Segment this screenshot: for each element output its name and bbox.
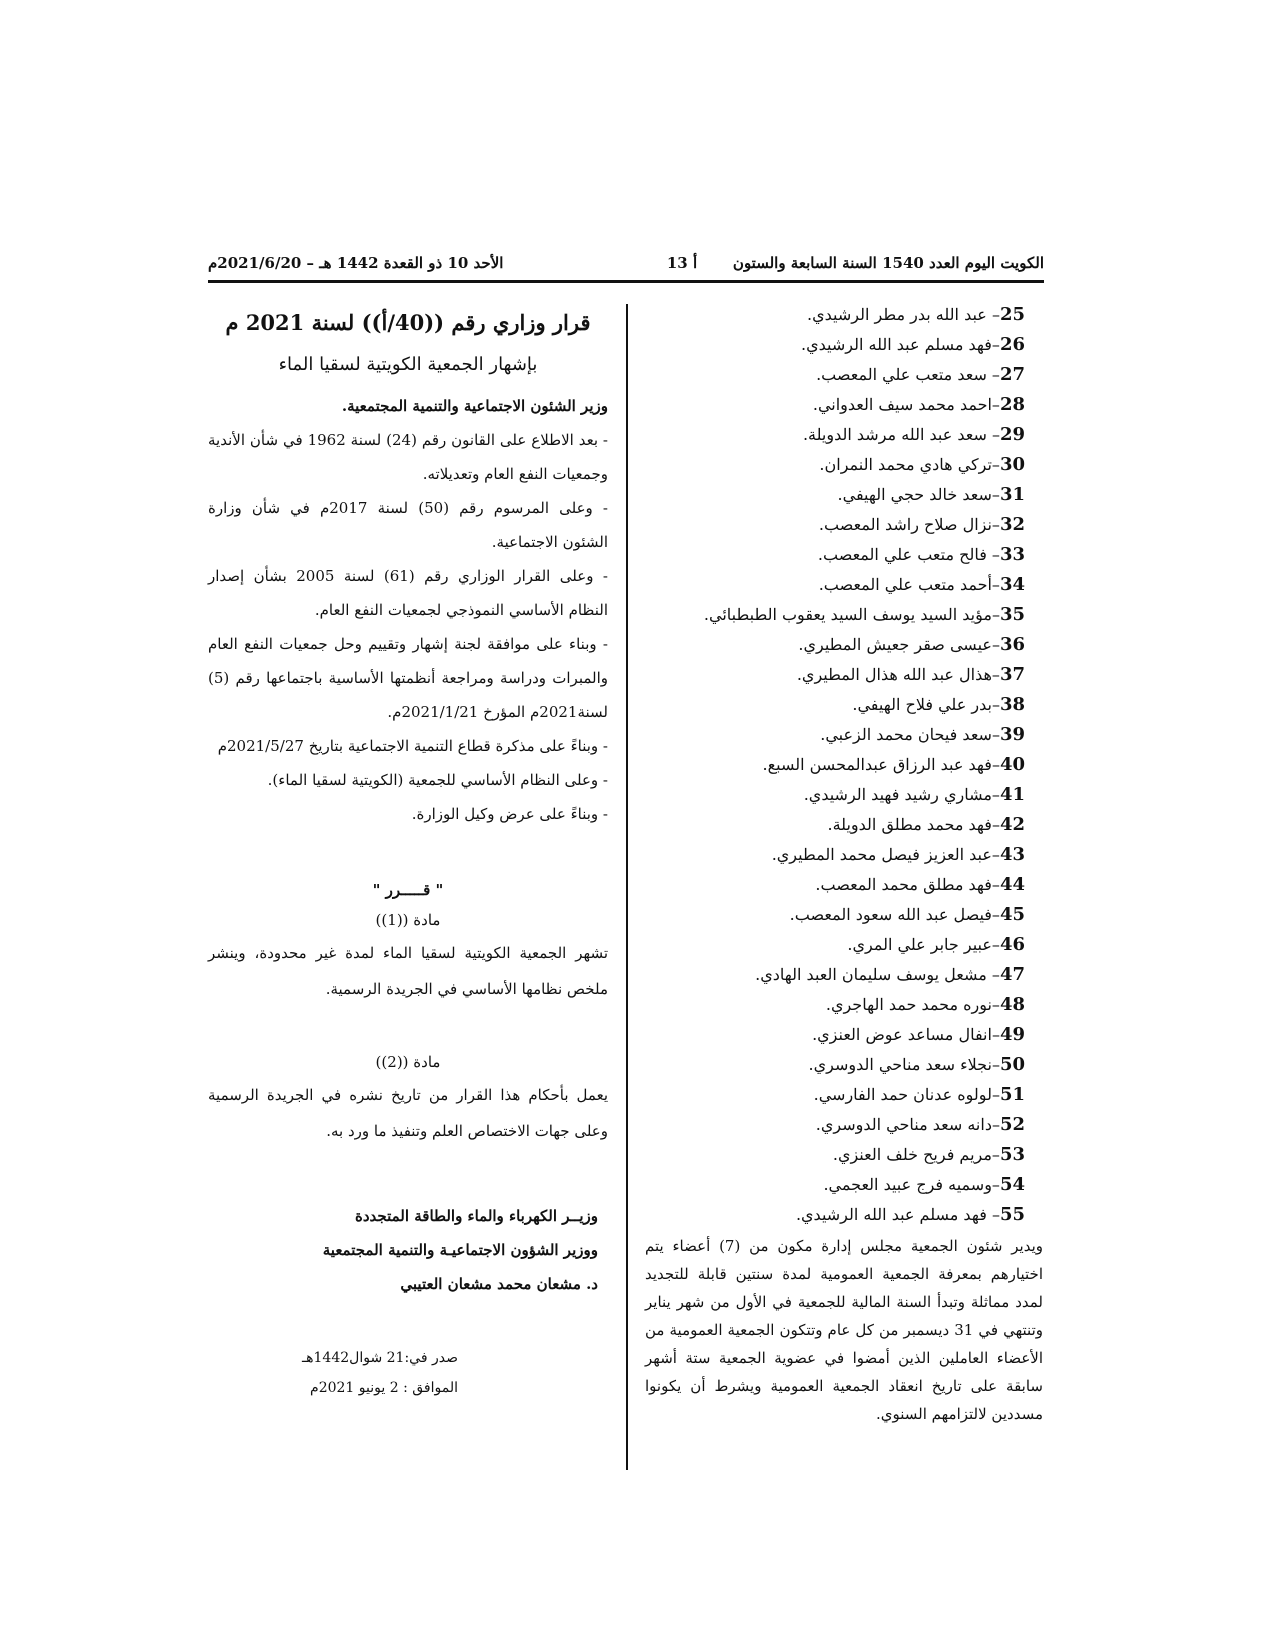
member-name: –مؤيد السيد يوسف السيد يعقوب الطبطبائي. [703, 605, 1000, 624]
page-header [208, 250, 1044, 283]
member-number: 30 [999, 454, 1025, 475]
member-number: 52 [999, 1114, 1025, 1135]
member-number: 51 [999, 1084, 1025, 1105]
member-number: 28 [999, 394, 1025, 415]
member-number: 40 [999, 754, 1025, 775]
member-name: –لولوه عدنان حمد الفارسي. [813, 1085, 1000, 1104]
decision-subtitle: بإشهار الجمعية الكويتية لسقيا الماء [278, 354, 538, 375]
member-list-item [645, 1080, 1043, 1110]
member-number: 42 [999, 814, 1025, 835]
preamble-item: - وبناءً على مذكرة قطاع التنمية الاجتماعية بتاريخ 2021/5/27م [217, 737, 608, 755]
member-number: 50 [999, 1054, 1025, 1075]
article-1-body: تشهر الجمعية الكويتية لسقيا الماء لمدة غير محدودة، وينشر ملخص نظامها الأساسي في الجريدة الرسمية. [208, 944, 608, 998]
board-paragraph: ويدير شئون الجمعية مجلس إدارة مكون من (7) أعضاء يتم اختيارهم بمعرفة الجمعية العمومية لمدة سنتين قابلة للتجديد لمدد مماثلة وتبدأ السنة المالية للجمعية في الأول من شهر يناير وتنتهي في 31 ديسمبر من كل عام وتتكون الجمعية العمومية من الأعضاء العاملين الذين أمضوا في عضوية الجمعية ستة أشهر سابقة على تاريخ انعقاد الجمعية العمومية ويشرط أن يكونوا مسددين لالتزامهم السنوي. [645, 1237, 1043, 1423]
column-divider [626, 304, 628, 1470]
preamble-item: - وبناء على موافقة لجنة إشهار وتقييم وحل جمعيات النفع العام والمبرات ودراسة ومراجعة أنظمتها الأساسية باجتماعها رقم (5) لسنة2021م المؤرخ 2021/1/21م. [208, 635, 608, 721]
member-number: 55 [999, 1204, 1025, 1225]
member-name: –نوره محمد حمد الهاجري. [825, 995, 1000, 1014]
member-name: –فهد مطلق محمد المعصب. [815, 875, 1000, 894]
member-name: – مشعل يوسف سليمان العبد الهادي. [755, 965, 1000, 984]
member-list-item [645, 480, 1043, 510]
member-list-item [645, 570, 1043, 600]
member-name: –انفال مساعد عوض العنزي. [812, 1025, 1000, 1044]
member-list-item [645, 600, 1043, 630]
member-name: –مشاري رشيد فهيد الرشيدي. [803, 785, 1000, 804]
article-2-heading: مادة ((2)) [375, 1053, 441, 1071]
member-list-item [645, 870, 1043, 900]
member-number: 31 [999, 484, 1025, 505]
member-list-item [645, 810, 1043, 840]
member-name: –فهد محمد مطلق الدويلة. [827, 815, 1000, 834]
left-column [208, 305, 608, 1403]
preamble-item: - وعلى المرسوم رقم (50) لسنة 2017م في شأن وزارة الشئون الاجتماعية. [208, 499, 608, 551]
member-name: – فهد مسلم عبد الله الرشيدي. [795, 1205, 1000, 1224]
member-list-item [645, 1110, 1043, 1140]
signature-name: د. مشعان محمد مشعان العتيبي [400, 1275, 598, 1293]
member-number: 37 [999, 664, 1025, 685]
decision-title: قرار وزاري رقم ((40/أ)) لسنة 2021 م [225, 310, 591, 335]
preamble-item: - بعد الاطلاع على القانون رقم (24) لسنة 1962 في شأن الأندية وجمعيات النفع العام وتعديلاته. [208, 431, 608, 483]
member-list-item [645, 960, 1043, 990]
preamble-list [208, 423, 608, 831]
member-name: –أحمد متعب علي المعصب. [818, 575, 1000, 594]
article-2-body: يعمل بأحكام هذا القرار من تاريخ نشره في الجريدة الرسمية وعلى جهات الاختصاص العلم وتنفيذ ما ورد به. [208, 1086, 608, 1140]
member-number: 41 [999, 784, 1025, 805]
preamble-item: - وعلى القرار الوزاري رقم (61) لسنة 2005 بشأن إصدار النظام الأساسي النموذجي لجمعيات النفع العام. [208, 567, 608, 619]
member-list-item [645, 390, 1043, 420]
member-number: 48 [999, 994, 1025, 1015]
member-name: – سعد عبد الله مرشد الدويلة. [802, 425, 1000, 444]
member-list-item [645, 330, 1043, 360]
member-list-item [645, 750, 1043, 780]
member-number: 45 [999, 904, 1025, 925]
member-name: –دانه سعد مناحي الدوسري. [815, 1115, 1000, 1134]
member-list-item [645, 540, 1043, 570]
member-list-item [645, 840, 1043, 870]
member-list-item [645, 900, 1043, 930]
member-name: –احمد محمد سيف العدواني. [812, 395, 1000, 414]
member-number: 29 [999, 424, 1025, 445]
member-name: –سعد فيحان محمد الزعبي. [820, 725, 1000, 744]
member-number: 27 [999, 364, 1025, 385]
member-list-item [645, 510, 1043, 540]
member-list-item [645, 930, 1043, 960]
minister-intro: وزير الشئون الاجتماعية والتنمية المجتمعية. [341, 397, 608, 415]
member-list-item [645, 1050, 1043, 1080]
member-list-item [645, 360, 1043, 390]
member-number: 36 [999, 634, 1025, 655]
right-column [645, 300, 1043, 1428]
member-list-item [645, 450, 1043, 480]
member-name: –نزال صلاح راشد المعصب. [818, 515, 1000, 534]
member-list-item [645, 1170, 1043, 1200]
member-number: 44 [999, 874, 1025, 895]
member-name: – فالح متعب علي المعصب. [817, 545, 1000, 564]
signature-block [208, 1199, 608, 1301]
member-number: 47 [999, 964, 1025, 985]
signature-title-2: ووزير الشؤون الاجتماعيـة والتنمية المجتمعية [322, 1241, 598, 1259]
member-name: –بدر علي فلاح الهيفي. [852, 695, 1000, 714]
article-1-heading: مادة ((1)) [375, 911, 441, 929]
members-list [645, 300, 1043, 1230]
member-list-item [645, 690, 1043, 720]
member-name: –تركي هادي محمد النمران. [819, 455, 1000, 474]
member-list-item [645, 720, 1043, 750]
member-number: 54 [999, 1174, 1025, 1195]
issued-hijri-date: صدر في:21 شوال1442هـ [302, 1350, 458, 1366]
member-name: –فهد مسلم عبد الله الرشيدي. [801, 335, 1000, 354]
member-list-item [645, 420, 1043, 450]
member-list-item [645, 1200, 1043, 1230]
member-name: – سعد متعب علي المعصب. [816, 365, 1000, 384]
member-name: –سعد خالد حجي الهيفي. [837, 485, 1000, 504]
member-list-item [645, 1020, 1043, 1050]
member-number: 32 [999, 514, 1025, 535]
member-name: –فهد عبد الرزاق عبدالمحسن السبع. [762, 755, 1000, 774]
member-name: –هذال عبد الله هذال المطيري. [796, 665, 1000, 684]
member-name: –فيصل عبد الله سعود المعصب. [789, 905, 1000, 924]
member-number: 39 [999, 724, 1025, 745]
signature-title-1: وزيــر الكهرباء والماء والطاقة المتجددة [354, 1207, 598, 1225]
member-list-item [645, 660, 1043, 690]
member-list-item [645, 630, 1043, 660]
member-name: –نجلاء سعد مناحي الدوسري. [808, 1055, 1000, 1074]
member-number: 25 [999, 304, 1025, 325]
member-name: –مريم فريح خلف العنزي. [832, 1145, 1000, 1164]
member-list-item [645, 1140, 1043, 1170]
member-list-item [645, 780, 1043, 810]
member-number: 34 [999, 574, 1025, 595]
member-number: 26 [999, 334, 1025, 355]
member-number: 46 [999, 934, 1025, 955]
member-number: 49 [999, 1024, 1025, 1045]
member-number: 35 [999, 604, 1025, 625]
member-name: –عبد العزيز فيصل محمد المطيري. [771, 845, 1000, 864]
preamble-item: - وعلى النظام الأساسي للجمعية (الكويتية لسقيا الماء). [267, 771, 608, 789]
member-name: – عبد الله بدر مطر الرشيدي. [807, 305, 1000, 324]
member-number: 53 [999, 1144, 1025, 1165]
issued-gregorian-date: الموافق : 2 يونيو 2021م [310, 1380, 458, 1396]
member-name: –عيسى صقر جعيش المطيري. [798, 635, 1000, 654]
member-list-item [645, 300, 1043, 330]
member-number: 38 [999, 694, 1025, 715]
member-number: 33 [999, 544, 1025, 565]
header-page-number: أ 13 [666, 254, 698, 272]
member-list-item [645, 990, 1043, 1020]
member-number: 43 [999, 844, 1025, 865]
preamble-item: - وبناءً على عرض وكيل الوزارة. [411, 805, 608, 823]
decided-heading: " قـــــرر " [372, 881, 444, 899]
member-name: –وسميه فرج عبيد العجمي. [823, 1175, 1000, 1194]
header-date: الأحد 10 ذو القعدة 1442 هـ – 2021/6/20م [208, 254, 504, 272]
member-name: –عبير جابر علي المري. [847, 935, 1000, 954]
header-issue-info: الكويت اليوم العدد 1540 السنة السابعة والستون [732, 254, 1044, 272]
issued-date-block [208, 1343, 458, 1403]
